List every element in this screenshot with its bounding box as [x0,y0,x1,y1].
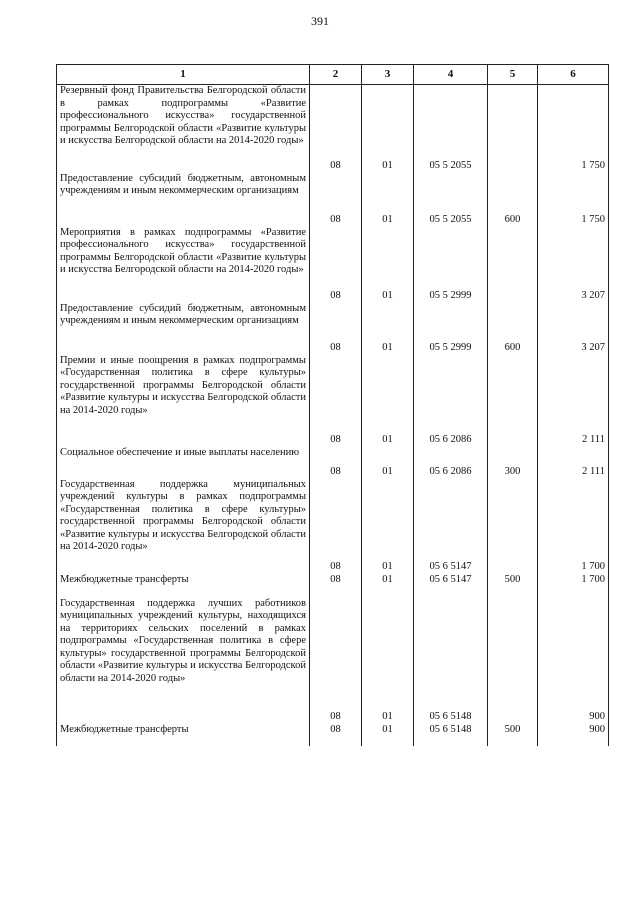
row-name: Государственная поддержка лучших работников муниципальных учреждений культуры, находящихся на территориях сельских поселений в рамках подпрограммы «Государственная политика в сфере культуры» государственной программы Белгородской области «Развитие культуры и искусства Белгородской области на 2014-2020 годы» [57,598,310,724]
column-header: 6 [538,65,609,85]
budget-table [56,64,609,746]
row-section: 08 [310,227,362,303]
row-section: 08 [310,85,362,173]
column-header: 1 [57,65,310,85]
row-subsection: 01 [362,355,414,447]
row-section: 08 [310,303,362,355]
row-subsection: 01 [362,227,414,303]
table-row [57,173,609,227]
row-name: Предоставление субсидий бюджетным, автономным учреждениям и иным некоммерческим организациям [57,173,310,227]
row-target-code: 05 6 2086 [414,355,488,447]
row-subsection: 01 [362,724,414,746]
row-name: Социальное обеспечение и иные выплаты населению [57,447,310,479]
table-row [57,85,609,173]
row-section: 08 [310,479,362,574]
row-subsection: 01 [362,85,414,173]
row-name: Межбюджетные трансферты [57,574,310,598]
row-subsection: 01 [362,173,414,227]
row-name: Государственная поддержка муниципальных учреждений культуры в рамках подпрограммы «Государственная политика в сфере культуры» государственной программы Белгородской области «Развитие культуры и искусства Белгородской области на 2014-2020 годы» [57,479,310,574]
row-section: 08 [310,355,362,447]
row-subsection: 01 [362,303,414,355]
row-expense-type [488,85,538,173]
row-amount: 3 207 [538,303,609,355]
row-amount: 2 111 [538,355,609,447]
row-amount: 1 750 [538,85,609,173]
table-row [57,355,609,447]
row-target-code: 05 5 2999 [414,303,488,355]
row-subsection: 01 [362,479,414,574]
row-expense-type [488,355,538,447]
row-expense-type: 500 [488,574,538,598]
table-row [57,447,609,479]
row-name: Премии и иные поощрения в рамках подпрограммы «Государственная политика в сфере культуры» государственной программы Белгородской области «Развитие культуры и искусства Белгородской области на 2014-2020 годы» [57,355,310,447]
table-row [57,479,609,574]
row-subsection: 01 [362,574,414,598]
row-target-code: 05 5 2055 [414,85,488,173]
row-target-code: 05 6 5147 [414,574,488,598]
row-section: 08 [310,574,362,598]
table-row [57,227,609,303]
table-header-row [57,65,609,85]
row-target-code: 05 6 5148 [414,598,488,724]
row-amount: 900 [538,724,609,746]
column-header: 3 [362,65,414,85]
row-expense-type [488,598,538,724]
row-name: Мероприятия в рамках подпрограммы «Развитие профессионального искусства» государственной программы Белгородской области «Развитие культуры и искусства Белгородской области на 2014-2020 годы» [57,227,310,303]
row-target-code: 05 5 2999 [414,227,488,303]
row-amount: 1 700 [538,574,609,598]
row-section: 08 [310,724,362,746]
row-name: Межбюджетные трансферты [57,724,310,746]
table-row [57,724,609,746]
row-expense-type: 300 [488,447,538,479]
table-row [57,574,609,598]
table-row [57,303,609,355]
row-subsection: 01 [362,598,414,724]
row-expense-type: 600 [488,173,538,227]
row-subsection: 01 [362,447,414,479]
row-target-code: 05 6 2086 [414,447,488,479]
row-amount: 3 207 [538,227,609,303]
row-expense-type: 500 [488,724,538,746]
row-section: 08 [310,447,362,479]
row-amount: 900 [538,598,609,724]
column-header: 4 [414,65,488,85]
row-target-code: 05 6 5147 [414,479,488,574]
row-amount: 1 700 [538,479,609,574]
row-name: Предоставление субсидий бюджетным, автономным учреждениям и иным некоммерческим организациям [57,303,310,355]
row-amount: 2 111 [538,447,609,479]
table-row [57,598,609,724]
row-expense-type [488,227,538,303]
row-section: 08 [310,173,362,227]
row-target-code: 05 5 2055 [414,173,488,227]
row-expense-type [488,479,538,574]
row-target-code: 05 6 5148 [414,724,488,746]
row-amount: 1 750 [538,173,609,227]
row-name: Резервный фонд Правительства Белгородской области в рамках подпрограммы «Развитие профессионального искусства» государственной программы Белгородской области «Развитие культуры и искусства Белгородской области на 2014-2020 годы» [57,85,310,173]
row-section: 08 [310,598,362,724]
row-expense-type: 600 [488,303,538,355]
column-header: 2 [310,65,362,85]
column-header: 5 [488,65,538,85]
page-number: 391 [311,14,329,28]
